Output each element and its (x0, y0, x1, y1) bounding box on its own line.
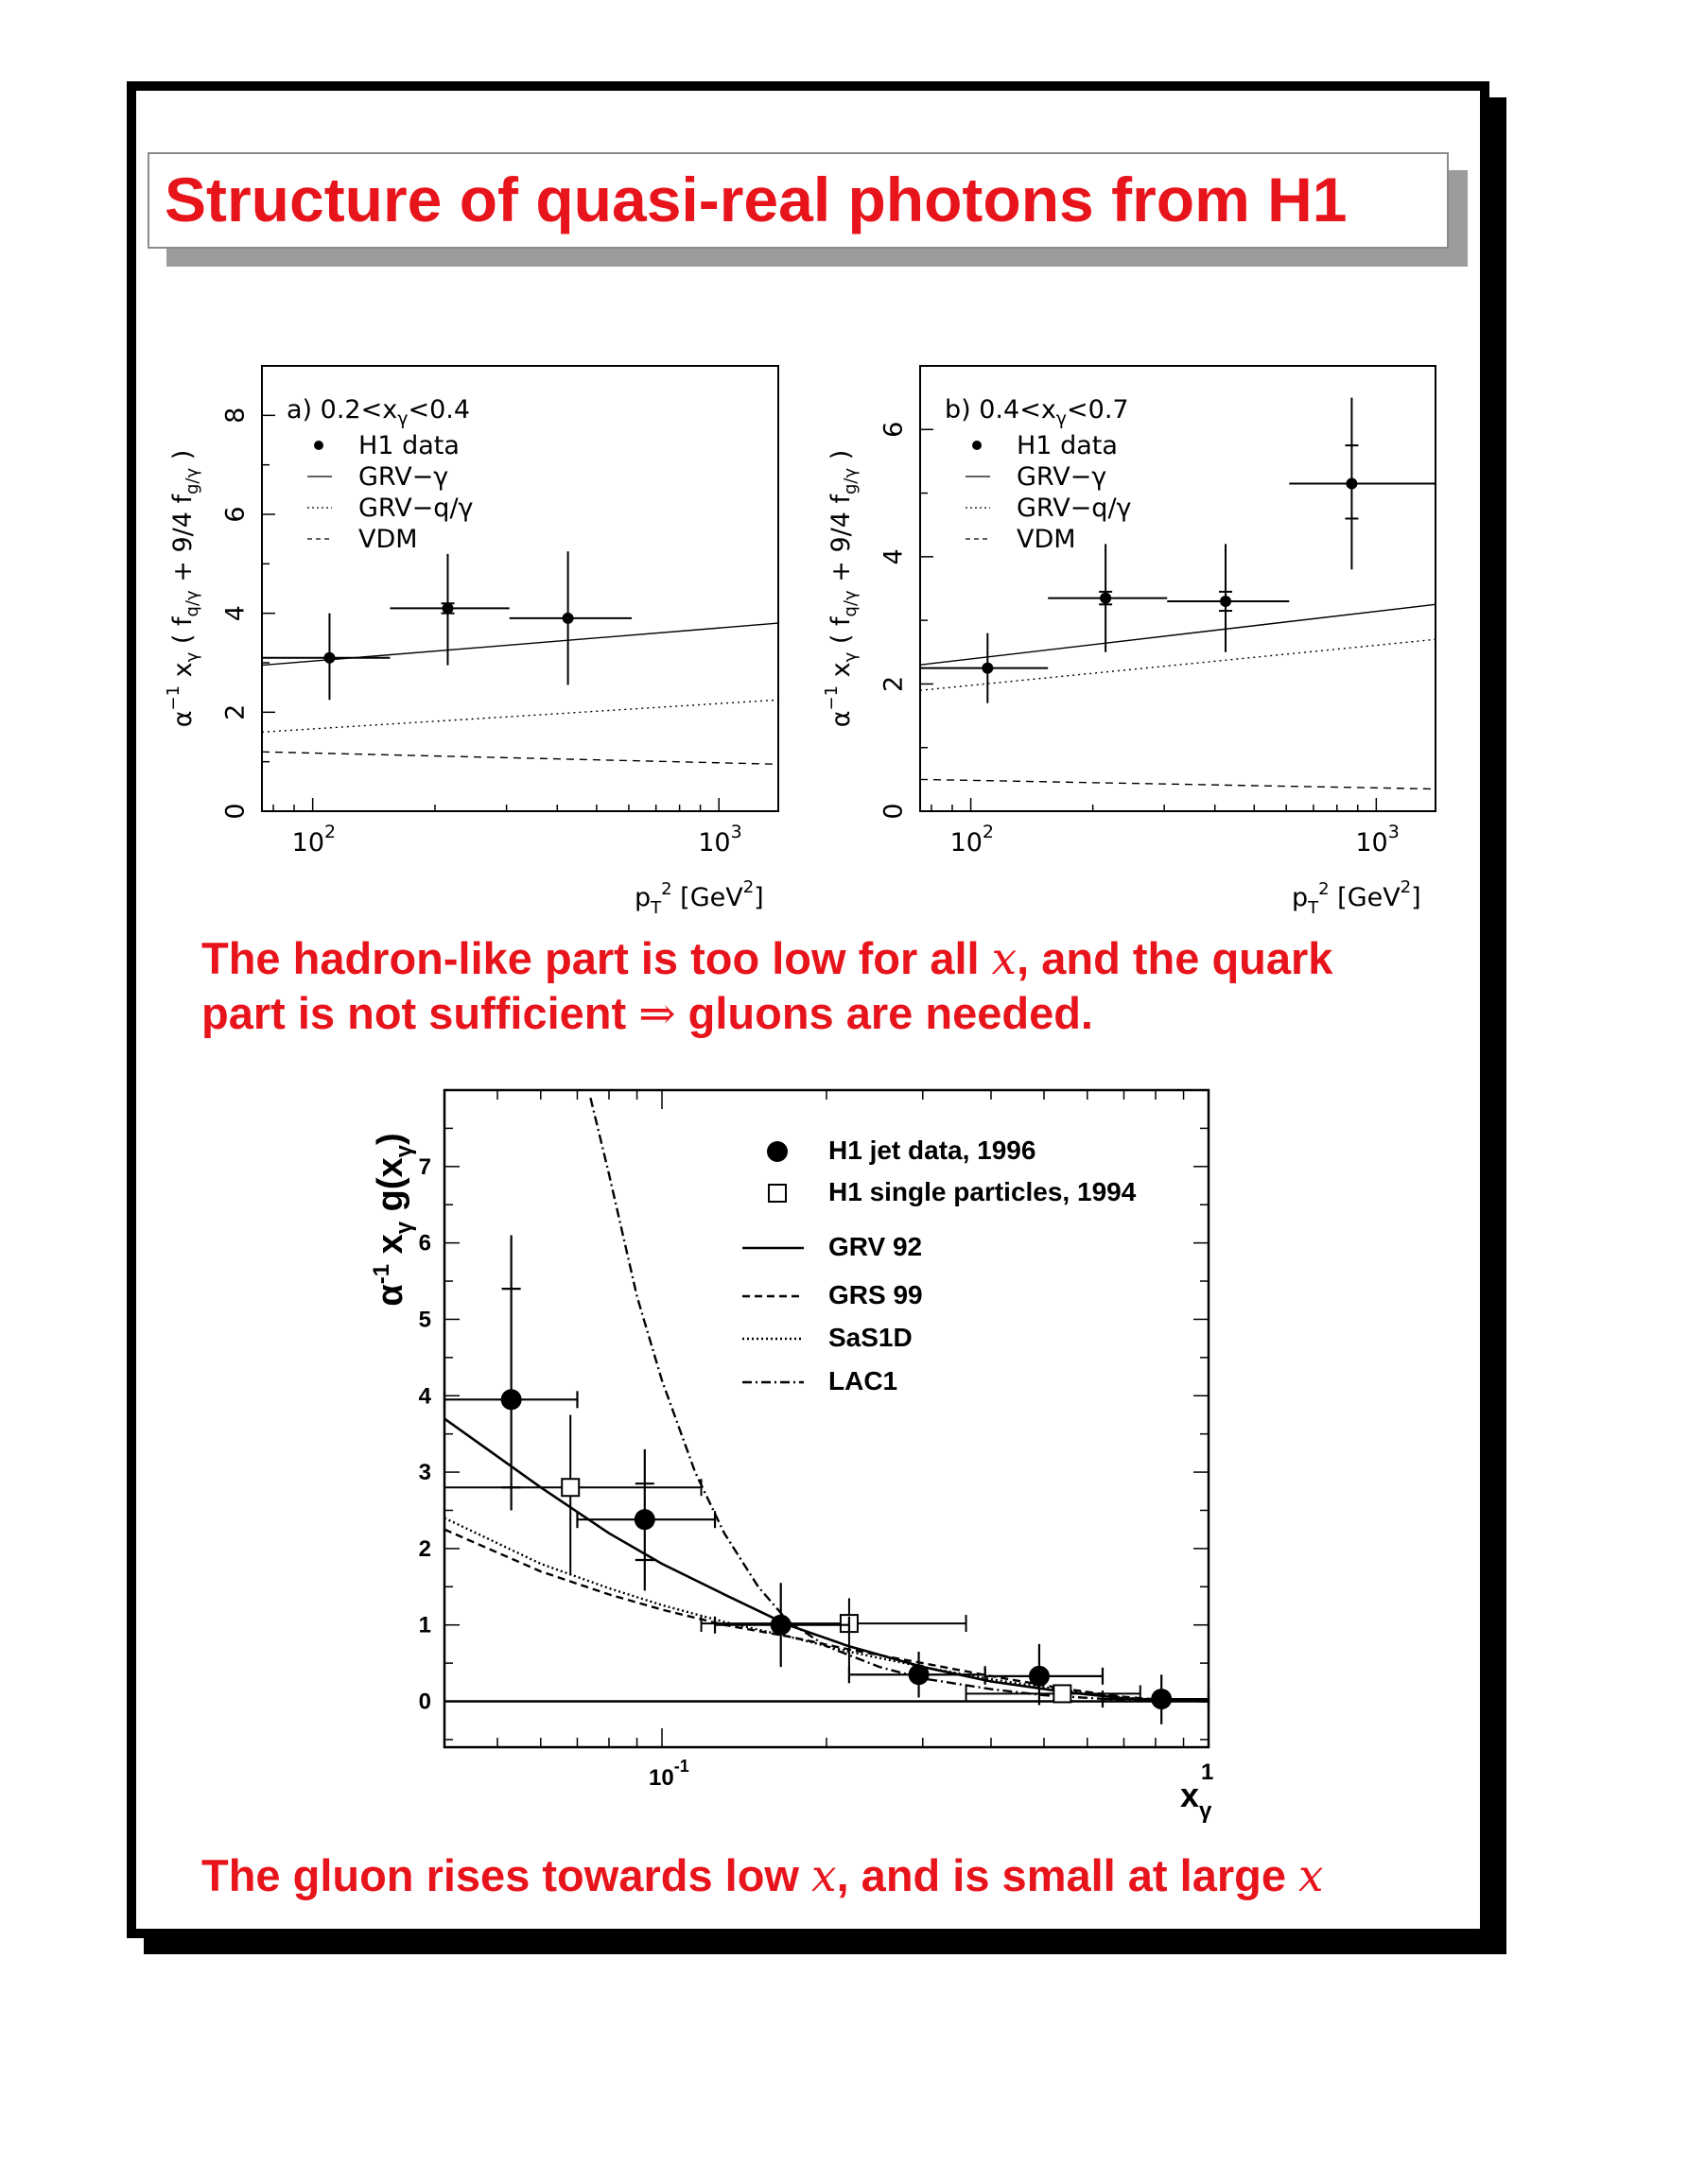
y-tick-label: 5 (418, 1307, 431, 1333)
caption-bottom: The gluon rises towards low x, and is small at large x (201, 1850, 1324, 1902)
curve-grv-gamma (262, 623, 778, 666)
legend-entry: H1 data (358, 431, 460, 460)
data-marker-dot (501, 1389, 522, 1410)
y-tick-label: 8 (220, 407, 251, 424)
legend-marker-jet (767, 1141, 788, 1162)
legend-entry: GRS 99 (828, 1280, 923, 1309)
y-tick-label: 0 (879, 803, 909, 820)
caption-top-line-1: The hadron-like part is too low for all x, and the quark (201, 933, 1333, 985)
curve-grv92 (444, 1419, 1209, 1702)
legend-entry: GRV−γ (1017, 462, 1107, 492)
data-marker-dot (909, 1664, 930, 1685)
caption-top-line-2: part is not sufficient ⇒ gluons are needed. (201, 988, 1093, 1040)
x-axis-label: $x_\gamma$ (1180, 1776, 1212, 1824)
single-particle-point (444, 1414, 702, 1575)
y-tick-label: 1 (418, 1612, 431, 1638)
y-tick-label: 4 (418, 1383, 431, 1410)
y-tick-label: 0 (418, 1689, 431, 1715)
jet-data-point (849, 1652, 985, 1697)
x-tick-label: $10^{-1}$ (649, 1757, 689, 1791)
plot-frame (920, 366, 1436, 811)
y-tick-label: 4 (879, 548, 909, 565)
x-tick-label: $10^3$ (1355, 822, 1400, 858)
y-axis-label (369, 1133, 417, 1306)
legend-entry: GRV−γ (358, 462, 449, 492)
legend-entry: GRV−q/γ (1017, 494, 1132, 523)
curve-vdm (262, 752, 778, 764)
x-tick-label: 1 (1201, 1759, 1214, 1785)
curve-grv-gamma (920, 604, 1436, 665)
y-tick-label: 7 (418, 1153, 431, 1180)
x-axis-label: $p_T^2$ [GeV$^2$] (635, 877, 764, 918)
data-marker (563, 613, 574, 624)
legend-entry: H1 data (1017, 431, 1118, 460)
y-axis-label-text: $\alpha^{-1}$ $x_\gamma$ ( $f_{q/\gamma} + 9/4$ $f_{g/\gamma}$ ) (822, 449, 861, 728)
y-tick-label: 0 (220, 803, 251, 820)
y-tick-label: 2 (418, 1535, 431, 1562)
data-marker (323, 652, 335, 664)
curve-vdm (920, 779, 1436, 789)
x-tick-label: $10^2$ (949, 822, 995, 858)
data-marker (1346, 477, 1357, 489)
data-marker-dot (1029, 1666, 1050, 1687)
jet-data-point (1103, 1674, 1209, 1725)
y-axis-label-text: $\alpha^{-1}$ $x_\gamma$ ( $f_{q/\gamma} + 9/4$ $f_{g/\gamma}$ ) (164, 449, 202, 728)
data-point (1289, 398, 1436, 570)
legend-marker-h1 (314, 441, 323, 450)
legend-entry: GRV 92 (828, 1232, 923, 1261)
legend-entry: LAC1 (828, 1366, 898, 1395)
data-marker (1100, 593, 1111, 604)
chart-panel-a (164, 366, 778, 918)
legend-entry: VDM (1017, 525, 1076, 554)
data-marker-dot (771, 1615, 792, 1636)
data-marker-dot (635, 1509, 655, 1530)
y-tick-label: 2 (220, 703, 251, 720)
data-point (1167, 544, 1289, 651)
x-tick-label: $10^3$ (698, 822, 742, 858)
x-tick-label: $10^2$ (291, 822, 337, 858)
y-tick-label: 6 (418, 1230, 431, 1257)
legend-entry: H1 single particles, 1994 (828, 1177, 1137, 1206)
data-marker (442, 602, 453, 614)
plot-frame (262, 366, 778, 811)
legend-entry: H1 jet data, 1996 (828, 1135, 1036, 1165)
y-tick-label: 3 (418, 1460, 431, 1486)
data-marker-dot (1151, 1689, 1172, 1709)
data-marker-square (1053, 1685, 1070, 1702)
chart-panel-b (822, 366, 1436, 918)
legend (966, 431, 1132, 554)
y-axis-label (164, 450, 202, 728)
legend-marker-single (769, 1185, 786, 1202)
legend-entry: VDM (358, 525, 418, 554)
jet-data-point (715, 1583, 849, 1667)
x-axis-label: $p_T^2$ [GeV$^2$] (1292, 877, 1421, 918)
y-tick-label: 4 (220, 605, 251, 622)
single-particle-point (702, 1598, 966, 1678)
panel-label: a) $0.2<x_\gamma<0.4$ (287, 395, 471, 429)
slide-title: Structure of quasi-real photons from H1 (165, 165, 1348, 234)
legend-marker-h1 (972, 441, 982, 450)
legend-entry: GRV−q/γ (358, 494, 474, 523)
data-point (510, 551, 632, 685)
chart-panel-gluon (369, 1090, 1213, 1824)
y-tick-label: 6 (879, 421, 909, 438)
data-marker-square (562, 1479, 579, 1496)
data-point (390, 554, 509, 666)
data-marker (1220, 596, 1231, 607)
legend (742, 1135, 1137, 1395)
data-point (1048, 544, 1167, 651)
data-point (920, 633, 1048, 703)
y-axis-label (822, 450, 861, 728)
curve-grv-q-gamma (920, 639, 1436, 690)
y-tick-label: 2 (879, 675, 909, 693)
curve-sas1d (444, 1518, 1209, 1702)
jet-data-point (444, 1236, 577, 1511)
curve-grv-q-gamma (262, 700, 778, 732)
y-axis-label-text: $\alpha^{-1}$ $x_\gamma$ $g(x_\gamma)$ (369, 1133, 417, 1307)
legend (307, 431, 474, 554)
y-tick-label: 6 (220, 506, 251, 523)
legend-entry: SaS1D (828, 1323, 913, 1352)
panel-label: b) $0.4<x_\gamma<0.7$ (945, 395, 1129, 429)
data-marker (982, 663, 993, 674)
